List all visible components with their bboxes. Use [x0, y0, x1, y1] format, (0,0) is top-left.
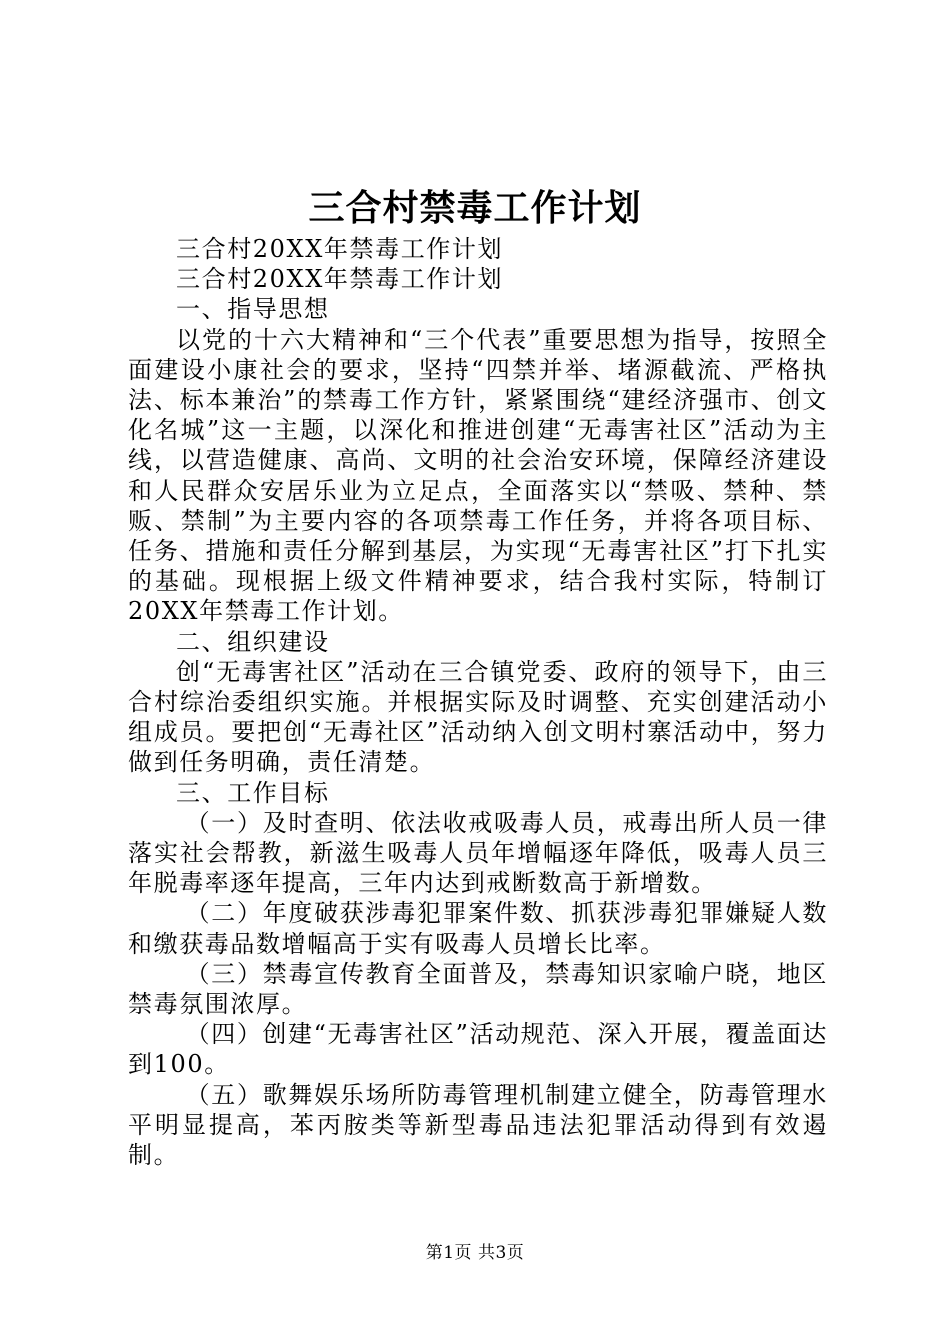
- paragraph-guiding-ideology: 以党的十六大精神和“三个代表”重要思想为指导，按照全面建设小康社会的要求，坚持“四禁并举、堵源截流、严格执法、标本兼治”的禁毒工作方针，紧紧围绕“建经济强市、创文化名城”这一主题，以深化和推进创建“无毒害社区”活动为主线，以营造健康、高尚、文明的社会治安环境，保障经济建设和人民群众安居乐业为立足点，全面落实以“禁吸、禁种、禁贩、禁制”为主要内容的各项禁毒工作任务，并将各项目标、任务、措施和责任分解到基层，为实现“无毒害社区”打下扎实的基础。现根据上级文件精神要求，结合我村实际，特制订20XX年禁毒工作计划。: [128, 325, 828, 626]
- subtitle-line-repeat: 三合村20XX年禁毒工作计划: [176, 265, 504, 294]
- document-title: 三合村禁毒工作计划: [308, 187, 642, 229]
- subtitle-line: 三合村20XX年禁毒工作计划: [176, 235, 504, 263]
- section-heading-guiding-ideology: 一、指导思想: [176, 295, 330, 324]
- document-body: [128, 234, 828, 1170]
- goal-item-4: （四）创建“无毒害社区”活动规范、深入开展，覆盖面达到100。: [128, 1020, 828, 1079]
- goal-item-1: （一）及时查明、依法收戒吸毒人员，戒毒出所人员一律落实社会帮教，新滋生吸毒人员年增幅逐年降低，吸毒人员三年脱毒率逐年提高，三年内达到戒断数高于新增数。: [128, 808, 828, 898]
- section-heading-organization: 二、组织建设: [176, 627, 330, 656]
- goal-item-3: （三）禁毒宣传教育全面普及，禁毒知识家喻户晓，地区禁毒氛围浓厚。: [128, 959, 828, 1019]
- paragraph-organization: 创“无毒害社区”活动在三合镇党委、政府的领导下，由三合村综治委组织实施。并根据实际及时调整、充实创建活动小组成员。要把创“无毒社区”活动纳入创文明村寨活动中，努力做到任务明确，责任清楚。: [128, 657, 828, 777]
- goal-item-2: （二）年度破获涉毒犯罪案件数、抓获涉毒犯罪嫌疑人数和缴获毒品数增幅高于实有吸毒人员增长比率。: [128, 899, 828, 958]
- section-heading-work-goals: 三、工作目标: [176, 778, 330, 807]
- goal-item-5: （五）歌舞娱乐场所防毒管理机制建立健全，防毒管理水平明显提高，苯丙胺类等新型毒品违法犯罪活动得到有效遏制。: [128, 1080, 828, 1170]
- page-number-footer: 第1页 共3页: [425, 1243, 525, 1263]
